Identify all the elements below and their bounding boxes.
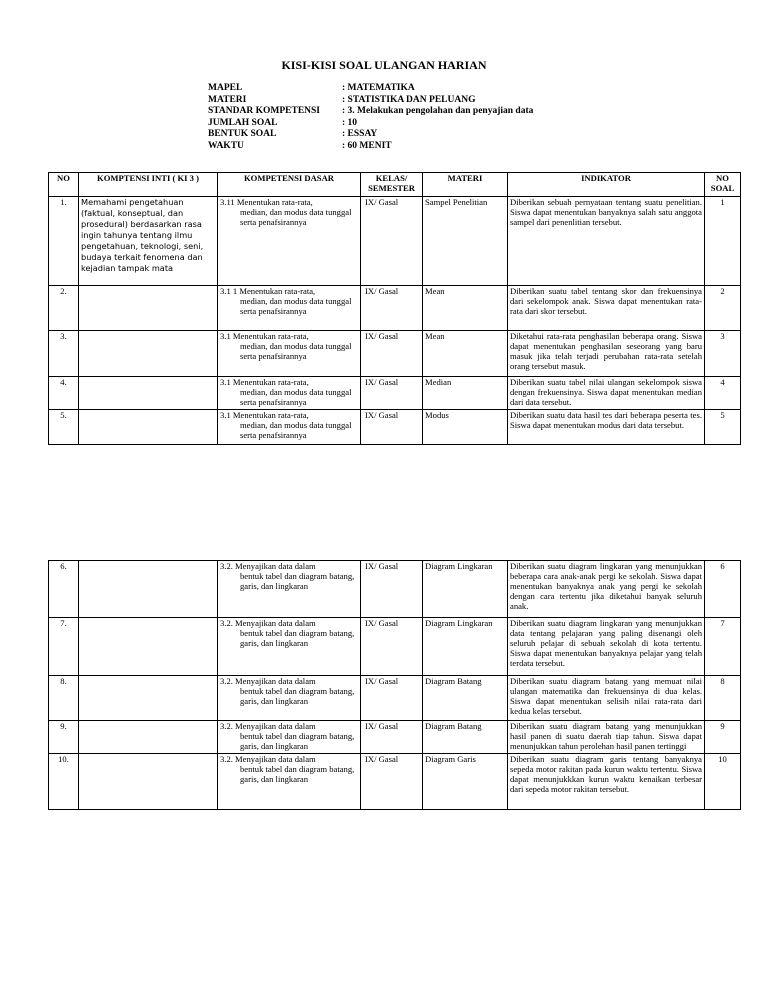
- meta-label: BENTUK SOAL: [208, 129, 277, 140]
- row-no: 5.: [49, 410, 79, 445]
- kd-number: 3.2. Menyajikan data dalam: [220, 561, 316, 571]
- row-kompetensi-dasar: [218, 410, 361, 445]
- row-indikator: Diberikan suatu diagram lingkaran yang menunjukkan beberapa cara anak-anak pergi ke sekolah. Siswa dapat menentukan banyaknya anak yang pergi ke sekolah dengan cara tertentu jika diketahui banyak seluruh anak.: [508, 561, 705, 618]
- row-kompetensi-inti: [79, 377, 218, 410]
- row-indikator: Diberikan suatu tabel tentang skor dan frekuensinya dari sekelompok anak. Siswa dapat menentukan rata-rata dari skor tersebut.: [508, 286, 705, 331]
- header-kelas-semester: KELAS/ SEMESTER: [361, 173, 423, 197]
- meta-label: JUMLAH SOAL: [208, 117, 278, 128]
- row-kompetensi-dasar: [218, 331, 361, 377]
- row-kompetensi-inti: [79, 676, 218, 721]
- row-materi: Diagram Lingkaran: [423, 561, 508, 618]
- row-kompetensi-inti: Memahami pengetahuan (faktual, konseptual, dan prosedural) berdasarkan rasa ingin tahunya tentang ilmu pengetahuan, teknologi, seni, budaya terkait fenomena dan kejadian tampak mata: [79, 197, 218, 286]
- header-no-soal: NO SOAL: [705, 173, 741, 197]
- table-row: [49, 721, 741, 754]
- row-kelas: IX/ Gasal: [361, 618, 423, 676]
- meta-value: : ESSAY: [342, 129, 378, 140]
- row-kompetensi-inti: [79, 331, 218, 377]
- meta-row-bentuk-soal: [208, 129, 533, 141]
- meta-label: STANDAR KOMPETENSI: [208, 106, 320, 117]
- row-kompetensi-dasar: [218, 286, 361, 331]
- row-indikator: Diberikan suatu diagram batang yang menunjukkan hasil panen di suatu daerah tiap tahun. Siswa dapat menunjukkan tahun perolehan hasil panen tertinggi: [508, 721, 705, 754]
- kd-text: bentuk tabel dan diagram batang, garis, dan lingkaran: [240, 628, 355, 649]
- row-no: 4.: [49, 377, 79, 410]
- row-indikator: Diberikan suatu diagram lingkaran yang menunjukkan data tentang pelajaran yang paling disenangi oleh seluruh pelajar di sebuah sekolah di kota tertentu. Siswa dapat menentukan banyaknya pelajar yang telah terdata tersebut.: [508, 618, 705, 676]
- row-indikator: Diketahui rata-rata penghasilan beberapa orang. Siswa dapat menentukan penghasilan seseorang yang baru masuk jika telah terjadi perubahan rata-rata setelah orang tersebut masuk.: [508, 331, 705, 377]
- row-kompetensi-inti: [79, 286, 218, 331]
- row-no: 3.: [49, 331, 79, 377]
- row-kompetensi-inti: [79, 410, 218, 445]
- row-kompetensi-dasar: [218, 561, 361, 618]
- kd-number: 3.1 Menentukan rata-rata,: [220, 410, 309, 420]
- row-indikator: Diberikan suatu data hasil tes dari beberapa peserta tes. Siswa dapat menentukan modus dari data tersebut.: [508, 410, 705, 445]
- row-kompetensi-inti: [79, 754, 218, 810]
- row-no-soal: 7: [705, 618, 741, 676]
- row-indikator: Diberikan suatu diagram garis tentang banyaknya sepeda motor rakitan pada kurun waktu tertentu. Siswa dapat menunjukkkan kurun waktu kenaikan terbesar dari sepeda motor rakitan tersebut.: [508, 754, 705, 810]
- kd-text: median, dan modus data tunggal serta penafsirannya: [240, 296, 352, 317]
- row-no: 2.: [49, 286, 79, 331]
- kd-text: bentuk tabel dan diagram batang, garis, dan lingkaran: [240, 764, 355, 785]
- row-kompetensi-inti: [79, 618, 218, 676]
- table-row: [49, 754, 741, 810]
- kd-number: 3.2. Menyajikan data dalam: [220, 618, 316, 628]
- header-kompetensi-dasar: KOMPETENSI DASAR: [218, 173, 361, 197]
- meta-row-waktu: [208, 141, 533, 153]
- row-indikator: Diberikan suatu diagram batang yang memuat nilai ulangan matematika dan frekuensinya di dua kelas. Siswa dapat menentukan selisih nilai rata-rata dari kedua kelas tersebut.: [508, 676, 705, 721]
- meta-value: : STATISTIKA DAN PELUANG: [342, 94, 476, 105]
- kisi-kisi-table-page-1: [48, 172, 741, 445]
- row-indikator: Diberikan suatu tabel nilai ulangan sekelompok siswa dengan frekuensinya. Siswa dapat menentukan median dari data tersebut.: [508, 377, 705, 410]
- row-no-soal: 2: [705, 286, 741, 331]
- row-kelas: IX/ Gasal: [361, 721, 423, 754]
- row-kompetensi-dasar: [218, 721, 361, 754]
- table-row: [49, 197, 741, 286]
- meta-value: : 60 MENIT: [342, 140, 392, 151]
- table-row: [49, 676, 741, 721]
- kd-number: 3.1 Menentukan rata-rata,: [220, 377, 309, 387]
- row-kelas: IX/ Gasal: [361, 377, 423, 410]
- row-materi: Sampel Penelitian: [423, 197, 508, 286]
- row-no: 6.: [49, 561, 79, 618]
- header-indikator: INDIKATOR: [508, 173, 705, 197]
- row-no-soal: 5: [705, 410, 741, 445]
- table-row: [49, 331, 741, 377]
- row-no-soal: 3: [705, 331, 741, 377]
- table-row: [49, 618, 741, 676]
- row-materi: Median: [423, 377, 508, 410]
- document-meta: [208, 83, 533, 153]
- row-kompetensi-dasar: [218, 754, 361, 810]
- kd-text: median, dan modus data tunggal serta penafsirannya: [240, 207, 352, 228]
- meta-value: : MATEMATIKA: [342, 83, 415, 93]
- row-indikator: Diberikan sebuah pernyataan tentang suatu penelitian. Siswa dapat menentukan banyaknya salah satu anggota sampel dari penenlitian tersebut.: [508, 197, 705, 286]
- table-row: [49, 377, 741, 410]
- row-no-soal: 8: [705, 676, 741, 721]
- meta-label: WAKTU: [208, 140, 244, 151]
- kd-text: median, dan modus data tunggal serta penafsirannya: [240, 387, 352, 408]
- row-materi: Diagram Lingkaran: [423, 618, 508, 676]
- meta-label: MATERI: [208, 94, 247, 105]
- row-no-soal: 9: [705, 721, 741, 754]
- row-kelas: IX/ Gasal: [361, 286, 423, 331]
- kd-text: bentuk tabel dan diagram batang, garis, dan lingkaran: [240, 731, 355, 752]
- row-materi: Diagram Garis: [423, 754, 508, 810]
- kd-number: 3.1 1 Menentukan rata-rata,: [220, 286, 316, 296]
- meta-label: MAPEL: [208, 83, 243, 93]
- kd-text: bentuk tabel dan diagram batang, garis, dan lingkaran: [240, 571, 355, 592]
- row-kelas: IX/ Gasal: [361, 754, 423, 810]
- row-kompetensi-dasar: [218, 197, 361, 286]
- row-materi: Mean: [423, 286, 508, 331]
- document-title: KISI-KISI SOAL ULANGAN HARIAN: [281, 58, 487, 72]
- meta-row-mapel: [208, 83, 533, 95]
- table-header-row: [49, 173, 741, 197]
- meta-value: : 3. Melakukan pengolahan dan penyajian data: [342, 106, 534, 117]
- table-row: [49, 561, 741, 618]
- kd-number: 3.2. Menyajikan data dalam: [220, 676, 316, 686]
- kd-number: 3.11 Menentukan rata-rata,: [220, 197, 313, 207]
- row-no-soal: 1: [705, 197, 741, 286]
- row-kelas: IX/ Gasal: [361, 197, 423, 286]
- row-materi: Mean: [423, 331, 508, 377]
- row-no: 1.: [49, 197, 79, 286]
- row-no: 7.: [49, 618, 79, 676]
- row-materi: Diagram Batang: [423, 676, 508, 721]
- table-row: [49, 286, 741, 331]
- row-kompetensi-dasar: [218, 618, 361, 676]
- kd-text: median, dan modus data tunggal serta penafsirannya: [240, 341, 352, 362]
- row-kompetensi-inti: [79, 561, 218, 618]
- header-kompetensi-inti: KOMPTENSI INTI ( KI 3 ): [79, 173, 218, 197]
- row-no-soal: 6: [705, 561, 741, 618]
- meta-value: : 10: [342, 117, 358, 128]
- row-materi: Modus: [423, 410, 508, 445]
- row-kompetensi-dasar: [218, 377, 361, 410]
- row-kompetensi-dasar: [218, 676, 361, 721]
- meta-row-jumlah-soal: [208, 118, 533, 130]
- row-materi: Diagram Batang: [423, 721, 508, 754]
- row-no: 8.: [49, 676, 79, 721]
- kd-number: 3.2. Menyajikan data dalam: [220, 754, 316, 764]
- row-kelas: IX/ Gasal: [361, 561, 423, 618]
- row-no-soal: 10: [705, 754, 741, 810]
- row-no: 9.: [49, 721, 79, 754]
- kd-text: bentuk tabel dan diagram batang, garis, dan lingkaran: [240, 686, 355, 707]
- row-kelas: IX/ Gasal: [361, 676, 423, 721]
- header-no: NO: [49, 173, 79, 197]
- kd-number: 3.2. Menyajikan data dalam: [220, 721, 316, 731]
- row-no: 10.: [49, 754, 79, 810]
- table-row: [49, 410, 741, 445]
- row-kelas: IX/ Gasal: [361, 331, 423, 377]
- kd-text: median, dan modus data tunggal serta penafsirannya: [240, 420, 352, 441]
- kisi-kisi-table-page-2: [48, 560, 741, 810]
- row-no-soal: 4: [705, 377, 741, 410]
- meta-row-materi: [208, 95, 533, 107]
- row-kompetensi-inti: [79, 721, 218, 754]
- row-kelas: IX/ Gasal: [361, 410, 423, 445]
- header-materi: MATERI: [423, 173, 508, 197]
- meta-row-standar-kompetensi: [208, 106, 533, 118]
- kd-number: 3.1 Menentukan rata-rata,: [220, 331, 309, 341]
